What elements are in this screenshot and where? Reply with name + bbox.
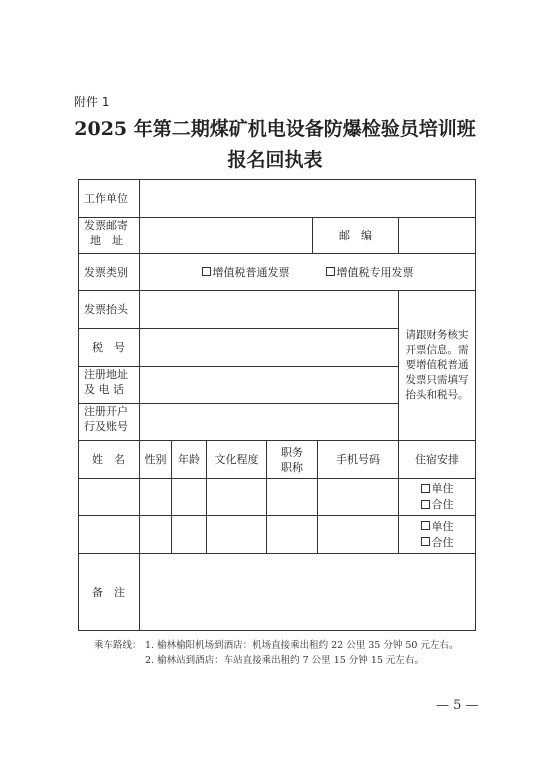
- col-phone-header: 手机号码: [336, 453, 380, 466]
- invoice-type-label: 发票类别: [84, 265, 128, 279]
- remarks-label: 备 注: [92, 585, 125, 599]
- col-lodging-header: 住宿安排: [415, 453, 459, 466]
- participant-education-field[interactable]: [207, 479, 266, 515]
- side-note-line: 开票信息。需: [405, 344, 469, 356]
- work-unit-label: 工作单位: [84, 192, 128, 205]
- col-gender-header: 性别: [144, 453, 167, 466]
- col-name-header: 姓 名: [92, 453, 125, 466]
- col-title-header-line2: 职称: [281, 460, 303, 474]
- col-age-header: 年龄: [178, 453, 200, 466]
- lodging-options: [399, 479, 475, 515]
- shared-room-option[interactable]: [421, 535, 454, 551]
- reg-address-field[interactable]: [140, 367, 398, 403]
- postcode-label: 邮 编: [339, 229, 372, 242]
- participant-age-field[interactable]: [172, 479, 206, 515]
- invoice-address-label-line2: 地 址: [90, 234, 123, 247]
- shared-room-label: 合住: [431, 535, 454, 549]
- participant-title-field[interactable]: [267, 516, 317, 553]
- invoice-side-note: [399, 291, 475, 440]
- attachment-label: 附件 1: [74, 95, 110, 109]
- side-note-line: 发票只需填写: [405, 374, 469, 386]
- tax-no-label: 税 号: [92, 341, 125, 354]
- form-subtitle: 报名回执表: [227, 149, 323, 171]
- checkbox-icon[interactable]: [421, 521, 430, 530]
- page-number: — 5 —: [436, 698, 479, 713]
- participant-education-field[interactable]: [207, 516, 266, 553]
- checkbox-icon[interactable]: [421, 537, 430, 546]
- table-border: [78, 630, 476, 631]
- col-title-header-line1: 职务: [281, 445, 303, 459]
- reg-address-label-line2: 及 电 话: [84, 383, 124, 396]
- invoice-address-label-line1: 发票邮寄: [84, 219, 128, 232]
- route-note-prefix: 乘车路线：: [94, 640, 142, 651]
- postcode-field[interactable]: [399, 218, 475, 253]
- participant-name-field[interactable]: [78, 516, 139, 553]
- participant-phone-field[interactable]: [318, 479, 398, 515]
- single-room-option[interactable]: [421, 481, 454, 497]
- work-unit-field[interactable]: [140, 180, 475, 217]
- checkbox-icon[interactable]: [421, 484, 430, 493]
- checkbox-icon[interactable]: [202, 267, 211, 276]
- side-note-line: 请跟财务核实: [405, 329, 469, 341]
- form-title: 2025 年第二期煤矿机电设备防爆检验员培训班: [74, 118, 476, 140]
- registration-form-table: [78, 179, 476, 631]
- lodging-options: [399, 516, 475, 553]
- checkbox-icon[interactable]: [326, 267, 335, 276]
- single-room-label: 单住: [431, 519, 454, 533]
- remarks-field[interactable]: [140, 554, 475, 630]
- col-title-header: [267, 441, 317, 478]
- bank-account-label-line1: 注册开户: [84, 405, 128, 418]
- invoice-address-field[interactable]: [140, 218, 312, 253]
- reg-address-label: [78, 367, 139, 403]
- side-note-line: 要增值税普通: [405, 359, 469, 371]
- invoice-type-options: [140, 254, 475, 290]
- participant-name-field[interactable]: [78, 479, 139, 515]
- participant-phone-field[interactable]: [318, 516, 398, 553]
- bank-account-label: [78, 404, 139, 440]
- invoice-normal-option[interactable]: [202, 265, 290, 280]
- invoice-header-field[interactable]: [140, 291, 398, 328]
- reg-address-label-line1: 注册地址: [84, 368, 128, 381]
- invoice-special-option[interactable]: [326, 265, 414, 280]
- shared-room-option[interactable]: [421, 497, 454, 513]
- invoice-special-label: 增值税专用发票: [336, 265, 414, 279]
- participant-gender-field[interactable]: [140, 479, 171, 515]
- bank-account-label-line2: 行及账号: [84, 420, 128, 433]
- participant-title-field[interactable]: [267, 479, 317, 515]
- participant-gender-field[interactable]: [140, 516, 171, 553]
- tax-no-field[interactable]: [140, 329, 398, 366]
- single-room-option[interactable]: [421, 519, 454, 535]
- table-border: [475, 179, 476, 631]
- bank-account-field[interactable]: [140, 404, 398, 440]
- route-note-line1: 1. 榆林榆阳机场到酒店：机场直接乘出租约 22 公里 35 分钟 50 元左右。: [145, 640, 459, 651]
- shared-room-label: 合住: [431, 498, 454, 511]
- invoice-address-label: [78, 218, 139, 253]
- side-note-line: 抬头和税号。: [405, 389, 469, 401]
- invoice-normal-label: 增值税普通发票: [212, 265, 290, 279]
- col-education-header: 文化程度: [214, 453, 259, 466]
- checkbox-icon[interactable]: [421, 500, 430, 509]
- invoice-header-label: 发票抬头: [84, 303, 128, 316]
- route-note-line2: 2. 榆林站到酒店：车站直接乘出租约 7 公里 15 分钟 15 元左右。: [145, 655, 424, 666]
- participant-age-field[interactable]: [172, 516, 206, 553]
- single-room-label: 单住: [431, 482, 454, 495]
